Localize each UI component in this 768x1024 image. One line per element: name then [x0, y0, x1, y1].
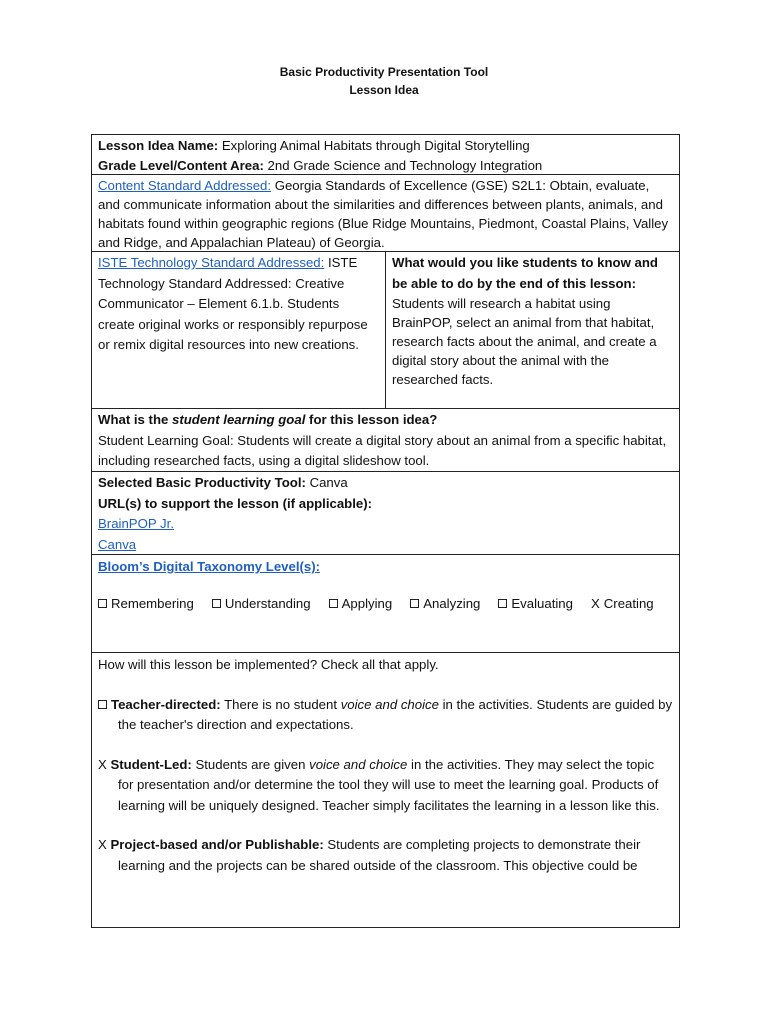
- tool-line: [98, 473, 673, 494]
- lesson-table: [91, 134, 680, 928]
- checkbox-icon[interactable]: [98, 700, 107, 709]
- student-led-text-pre: Students are given: [195, 756, 306, 772]
- x-check-mark-icon[interactable]: X: [98, 837, 107, 852]
- lesson-idea-name-line: [98, 136, 673, 156]
- iste-cell: [92, 252, 386, 408]
- grade-level-value: 2nd Grade Science and Technology Integration: [267, 157, 543, 173]
- student-led-text-post: in the activities. They may select the topic for presentation and/or determine the tool they will use to meet the learning goal. Products of learning will be uniquely designed. Teacher simply facilitates the learning in a lesson like this.: [118, 756, 660, 813]
- page-subtitle: Lesson Idea: [349, 83, 419, 97]
- taxonomy-option-evaluating[interactable]: [498, 594, 573, 613]
- checkbox-icon[interactable]: [498, 599, 507, 608]
- taxonomy-option-creating[interactable]: [591, 594, 654, 613]
- taxonomy-option-label: Evaluating: [511, 596, 573, 611]
- learning-goal-question-pre: What is the: [98, 412, 169, 427]
- learning-goal-question-em: student learning goal: [172, 412, 306, 427]
- implementation-question: How will this lesson be implemented? Check all that apply.: [98, 657, 439, 672]
- checkbox-icon[interactable]: [98, 599, 107, 608]
- standards-objectives-row: [92, 252, 679, 409]
- taxonomy-option-label: Understanding: [224, 596, 311, 611]
- taxonomy-option-applying[interactable]: [329, 594, 393, 613]
- x-check-mark-icon[interactable]: X: [98, 756, 107, 772]
- objectives-answer: Students will research a habitat using BrainPOP, select an animal from that habitat, research facts about the animal, and create a digital story about the animal with the researched facts.: [392, 296, 657, 387]
- project-based-option[interactable]: [98, 835, 673, 876]
- learning-goal-question-post: for this lesson idea?: [309, 412, 438, 427]
- grade-level-line: [98, 156, 673, 176]
- brainpop-link[interactable]: BrainPOP Jr.: [98, 516, 174, 531]
- lesson-idea-row: [92, 135, 679, 175]
- learning-goal-answer: Student Learning Goal: Students will create a digital story about an animal from a specific habitat, including researched facts, using a digital slideshow tool.: [98, 432, 667, 468]
- learning-goal-row: [92, 409, 679, 472]
- taxonomy-option-remembering[interactable]: [98, 594, 194, 613]
- tool-row: [92, 472, 679, 555]
- teacher-directed-option[interactable]: [98, 695, 673, 736]
- teacher-directed-label: Teacher-directed:: [111, 696, 221, 712]
- student-led-text-em: voice and choice: [309, 756, 408, 772]
- student-led-option[interactable]: [98, 755, 673, 817]
- objectives-cell: [386, 252, 679, 408]
- project-based-text: Students are completing projects to demonstrate their learning and the projects can be shared outside of the classroom. This objective could be: [118, 837, 641, 873]
- taxonomy-option-label: Remembering: [111, 596, 194, 611]
- content-standard-row: [92, 175, 679, 252]
- grade-level-label: Grade Level/Content Area:: [98, 157, 264, 173]
- tool-value: Canva: [309, 475, 348, 490]
- lesson-idea-name-value: Exploring Animal Habitats through Digital Storytelling: [221, 138, 530, 153]
- x-check-mark-icon[interactable]: X: [590, 596, 600, 611]
- taxonomy-option-label: Applying: [341, 596, 393, 611]
- content-standard-link[interactable]: Content Standard Addressed:: [98, 178, 272, 193]
- urls-label: URL(s) to support the lesson (if applicable):: [98, 495, 373, 511]
- taxonomy-option-label: Analyzing: [423, 596, 481, 611]
- page-title: Basic Productivity Presentation Tool: [279, 65, 489, 79]
- objectives-question: What would you like students to know and be able to do by the end of this lesson:: [392, 255, 658, 291]
- tool-label: Selected Basic Productivity Tool:: [98, 475, 306, 490]
- checkbox-icon[interactable]: [212, 599, 221, 608]
- document-title: [0, 63, 768, 99]
- taxonomy-options: [98, 594, 673, 613]
- taxonomy-option-analyzing[interactable]: [410, 594, 480, 613]
- checkbox-icon[interactable]: [329, 599, 338, 608]
- teacher-directed-text-post: in the activities. Students are guided by the teacher's direction and expectations.: [118, 696, 673, 732]
- taxonomy-row: [92, 555, 679, 653]
- taxonomy-option-label: Creating: [603, 596, 654, 611]
- learning-goal-question: [98, 410, 673, 431]
- project-based-label: Project-based and/or Publishable:: [110, 837, 324, 852]
- iste-standard-link[interactable]: ISTE Technology Standard Addressed:: [98, 255, 325, 270]
- lesson-idea-name-label: Lesson Idea Name:: [98, 138, 219, 153]
- content-standard-text: Georgia Standards of Excellence (GSE) S2L1: Obtain, evaluate, and communicate information about the similarities and differences between plants, animals, and habitats found within geographic regions (Blue Ridge Mountains, Piedmont, Coastal Plains, Valley and Ridge, and Appalachian Plateau) of Georgia.: [98, 178, 669, 250]
- implementation-row: [92, 653, 679, 927]
- checkbox-icon[interactable]: [410, 599, 419, 608]
- taxonomy-option-understanding[interactable]: [212, 594, 311, 613]
- teacher-directed-text-em: voice and choice: [340, 696, 439, 712]
- iste-standard-text: ISTE Technology Standard Addressed: Creative Communicator – Element 6.1.b. Students create original works or responsibly repurpose or remix digital resources into new creations.: [98, 255, 368, 352]
- teacher-directed-text-pre: There is no student: [224, 696, 338, 712]
- taxonomy-link[interactable]: Bloom’s Digital Taxonomy Level(s):: [98, 559, 321, 574]
- canva-link[interactable]: Canva: [98, 536, 137, 552]
- student-led-label: Student-Led:: [110, 756, 192, 772]
